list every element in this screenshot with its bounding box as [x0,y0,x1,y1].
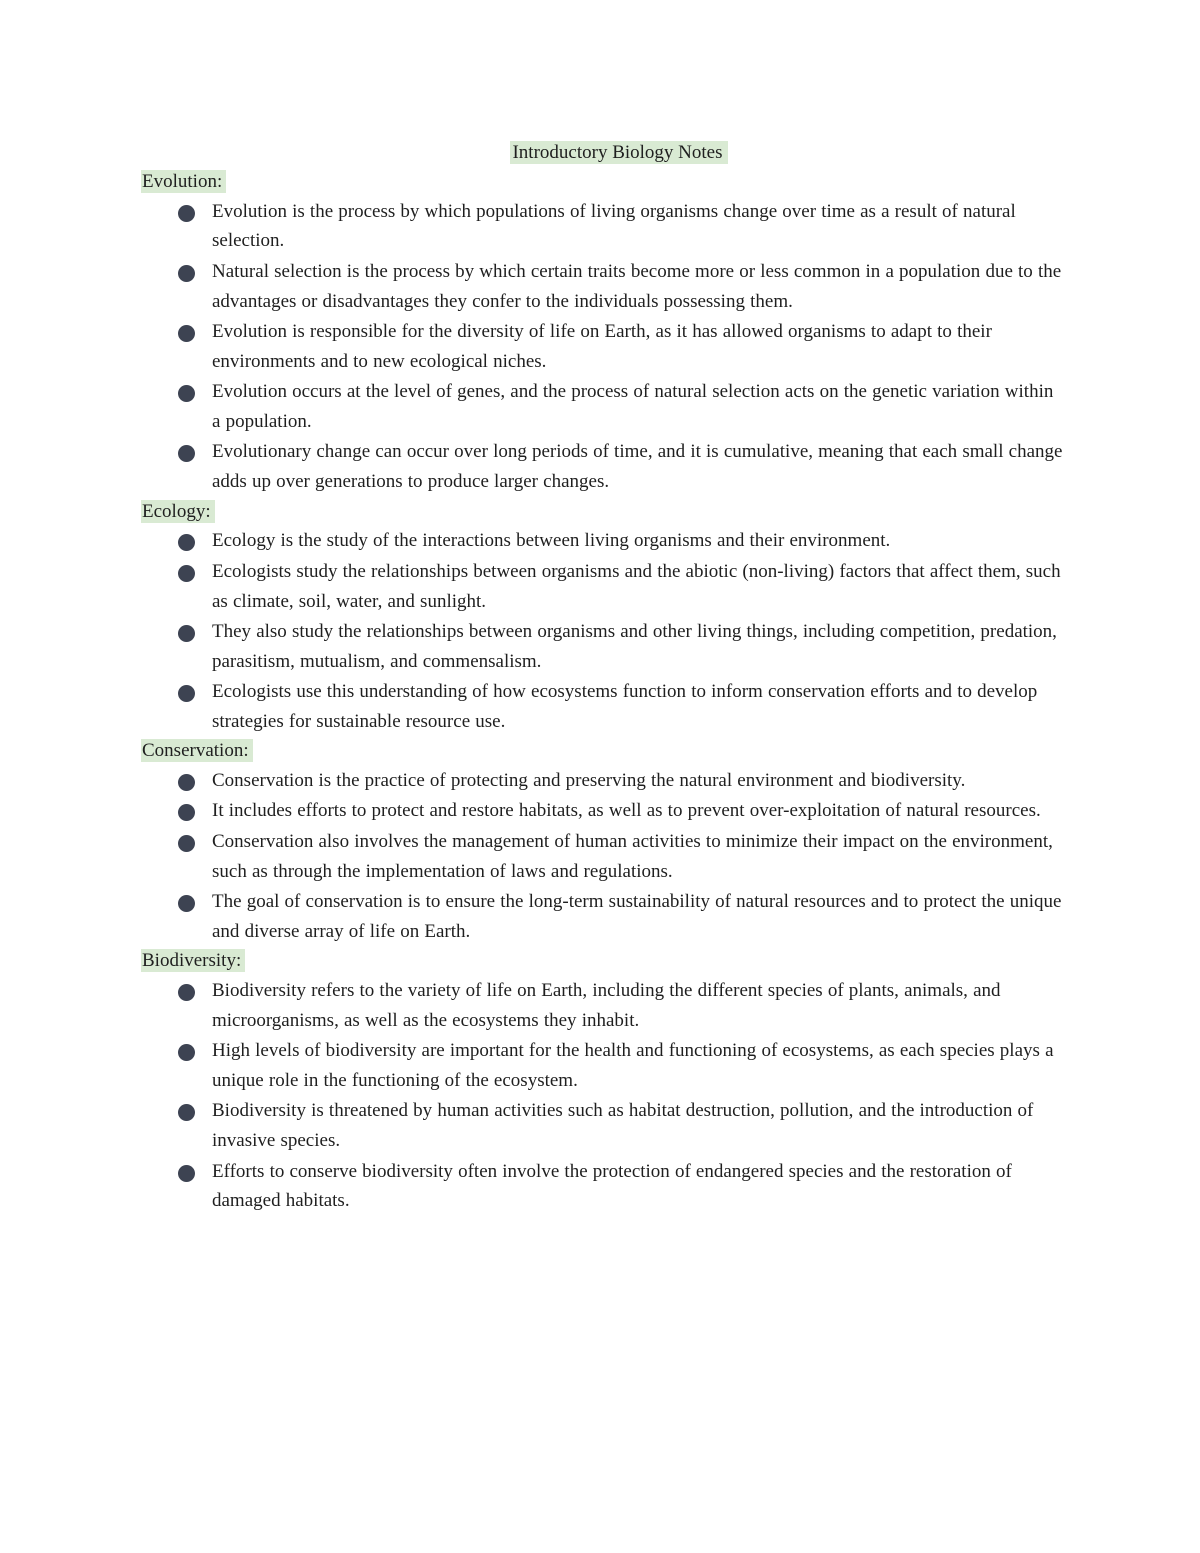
list-item [141,557,1066,617]
list-item-text: High levels of biodiversity are important for the health and functioning of ecosystems, as each species plays a unique role in the functioning of the ecosystem. [212,1040,1054,1092]
list-item-text: Evolution occurs at the level of genes, and the process of natural selection acts on the genetic variation within a population. [212,381,1054,432]
document-title: Introductory Biology Notes [510,141,727,164]
list-item-text: Ecology is the study of the interactions between living organisms and their environment. [212,530,891,552]
list-item-text: Conservation also involves the management of human activities to minimize their impact on the environment, such as through the implementation of laws and regulations. [212,830,1053,882]
section-heading [141,167,1066,197]
list-item-text: Evolutionary change can occur over long periods of time, and it is cumulative, meaning that each small change adds up over generations to produce larger changes. [212,441,1063,493]
section-heading-text: Biodiversity: [141,949,245,972]
section-heading-text: Evolution: [141,170,226,193]
list-item [141,617,1066,677]
list-item [141,766,1066,796]
list-item [141,1096,1066,1156]
list-item [141,377,1066,437]
list-item-text: Ecologists use this understanding of how ecosystems function to inform conservation efforts and to develop strategies for sustainable resource use. [212,681,1038,732]
list-item [141,526,1066,556]
list-item-text: They also study the relationships between organisms and other living things, including competition, predation, parasitism, mutualism, and commensalism. [212,620,1057,672]
bullet-dot-icon [178,325,195,342]
list-item [141,796,1066,826]
bullet-dot-icon [178,625,195,642]
list-item-text: Ecologists study the relationships between organisms and the abiotic (non-living) factors that affect them, such as climate, soil, water, and sunlight. [212,560,1061,612]
bullet-dot-icon [178,445,195,462]
list-item-text: Biodiversity refers to the variety of life on Earth, including the different species of plants, animals, and microorganisms, as well as the ecosystems they inhabit. [212,980,1001,1031]
document-body [141,138,1066,1217]
bullet-list [141,766,1066,947]
list-item [141,827,1066,887]
list-item [141,976,1066,1036]
list-item [141,1157,1066,1217]
bullet-list [141,976,1066,1216]
bullet-dot-icon [178,895,195,912]
bullet-dot-icon [178,265,195,282]
section-heading-text: Conservation: [141,739,253,762]
list-item [141,887,1066,947]
section-conservation [141,736,1066,946]
bullet-dot-icon [178,804,195,821]
document-title-row [172,138,1066,168]
list-item [141,1036,1066,1096]
list-item-text: Efforts to conserve biodiversity often involve the protection of endangered species and the restoration of damaged habitats. [212,1160,1012,1212]
section-biodiversity [141,946,1066,1216]
bullet-dot-icon [178,1165,195,1182]
list-item-text: Evolution is responsible for the diversity of life on Earth, as it has allowed organisms to adapt to their environments and to new ecological niches. [212,320,992,372]
bullet-dot-icon [178,1104,195,1121]
section-heading [141,497,1066,527]
list-item-text: Conservation is the practice of protecting and preserving the natural environment and biodiversity. [212,770,966,792]
list-item-text: Evolution is the process by which populations of living organisms change over time as a result of natural selection. [212,200,1016,252]
bullet-dot-icon [178,385,195,402]
list-item-text: Biodiversity is threatened by human activities such as habitat destruction, pollution, and the introduction of invasive species. [212,1100,1034,1152]
list-item [141,437,1066,497]
bullet-dot-icon [178,205,195,222]
bullet-list [141,526,1066,736]
bullet-dot-icon [178,984,195,1001]
list-item [141,257,1066,317]
section-ecology [141,497,1066,737]
bullet-list [141,197,1066,497]
section-heading-text: Ecology: [141,500,215,523]
section-heading [141,946,1066,976]
section-heading [141,736,1066,766]
list-item [141,677,1066,737]
list-item-text: The goal of conservation is to ensure the long-term sustainability of natural resources and to protect the unique and diverse array of life on Earth. [212,891,1062,942]
list-item [141,197,1066,257]
bullet-dot-icon [178,835,195,852]
bullet-dot-icon [178,565,195,582]
list-item [141,317,1066,377]
bullet-dot-icon [178,534,195,551]
bullet-dot-icon [178,774,195,791]
section-evolution [141,167,1066,497]
bullet-dot-icon [178,685,195,702]
list-item-text: Natural selection is the process by which certain traits become more or less common in a population due to the advantages or disadvantages they confer to the individuals possessing them. [212,260,1062,312]
bullet-dot-icon [178,1044,195,1061]
list-item-text: It includes efforts to protect and restore habitats, as well as to prevent over-exploitation of natural resources. [212,800,1041,822]
